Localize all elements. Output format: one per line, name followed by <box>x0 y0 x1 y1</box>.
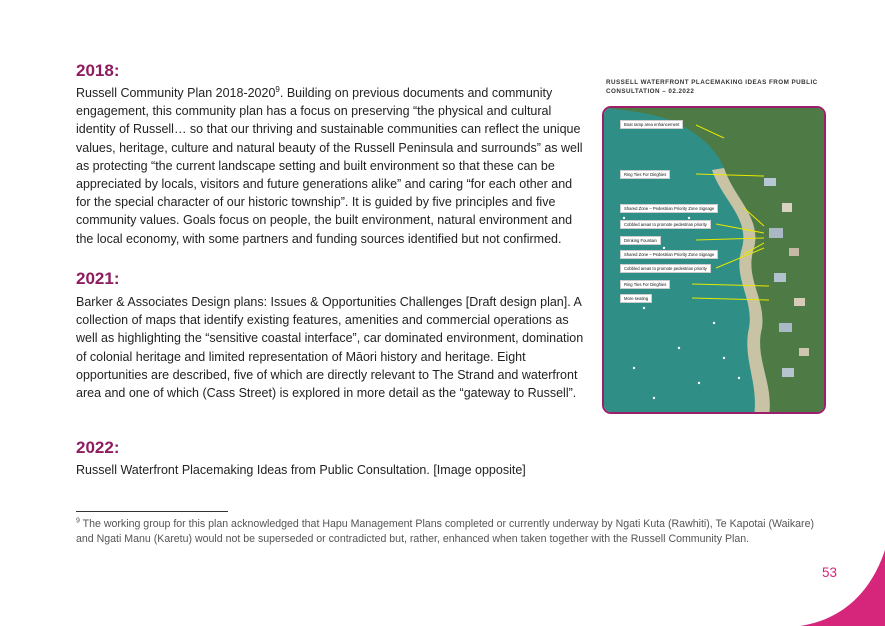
map-label-ring-ties: Ring Ties For Dinghies <box>620 170 670 179</box>
footnote-divider <box>76 511 228 512</box>
heading-2018: 2018: <box>76 61 120 80</box>
paragraph-2018 <box>76 84 586 248</box>
footnote <box>76 517 816 547</box>
map-label-shared-zone-2: Shared Zone – Pedestrian Priority Zone Signage <box>620 250 718 259</box>
map-label-drinking-fountain: Drinking Fountain <box>620 236 661 245</box>
footnote-reference[interactable]: 9 <box>275 84 280 94</box>
map-label-more-seating: More seating <box>620 294 652 303</box>
waterfront-map-image <box>602 106 826 414</box>
aerial-photo <box>604 108 826 414</box>
corner-decoration <box>780 550 885 626</box>
paragraph-2021: Barker & Associates Design plans: Issues & Opportunities Challenges [Draft design plan]. A collection of maps that identify existing features, amenities and commercial operations as well as highlighting the “sensitive coastal interface”, car dominated environment, domination of colonial heritage and limited representation of Māori history and heritage. Eight opportunities are described, five of which are directly relevant to The Strand and waterfront area and one of which (Cass Street) is explored in more detail as the “gateway to Russell”. <box>76 295 584 401</box>
map-label-cobbled-areas: Cobbled areas to promote pedestrian priority <box>620 220 711 229</box>
map-label-ring-ties-2: Ring Ties For Dinghies <box>620 280 670 289</box>
map-label-boat-ramp: Boat ramp area enhancement <box>620 120 683 129</box>
map-label-cobbled-areas-2: Cobbled areas to promote pedestrian priority <box>620 264 711 273</box>
map-label-shared-zone: Shared Zone – Pedestrian Priority Zone Signage <box>620 204 718 213</box>
footnote-number: 9 <box>76 517 80 525</box>
heading-2022: 2022: <box>76 438 120 457</box>
footnote-text: The working group for this plan acknowledged that Hapu Management Plans completed or currently underway by Ngati Kuta (Rawhiti), Te Kapotai (Waikare) and Ngati Manu (Karetu) would not be superseded or contradicted but, rather, enhanced when taken together with the Russell Community Plan. <box>76 518 814 545</box>
image-title: RUSSELL WATERFRONT PLACEMAKING IDEAS FROM PUBLIC CONSULTATION – 02.2022 <box>606 79 818 95</box>
paragraph-2018-text-end: . Building on previous documents and community engagement, this community plan has a focus on preserving “the physical and cultural identity of Russell… so that our thriving and sustainable communities can reflect the unique values, heritage, culture and natural beauty of the Russell Peninsula and surrounds” as well as protecting “the current landscape setting and built environment so that these can be appreciated by locals, visitors and future generations alike” and caring “for each other and for the special character of our historic township”. It is guided by five principles and five community values. Goals focus on people, the built environment, natural environment and the local economy, with some partners and funding sources identified but not confirmed. <box>76 86 583 246</box>
heading-2021: 2021: <box>76 269 120 288</box>
paragraph-2022: Russell Waterfront Placemaking Ideas from Public Consultation. [Image opposite] <box>76 463 526 477</box>
paragraph-2018-text-start: Russell Community Plan 2018-2020 <box>76 86 276 100</box>
page-number: 53 <box>822 565 838 580</box>
